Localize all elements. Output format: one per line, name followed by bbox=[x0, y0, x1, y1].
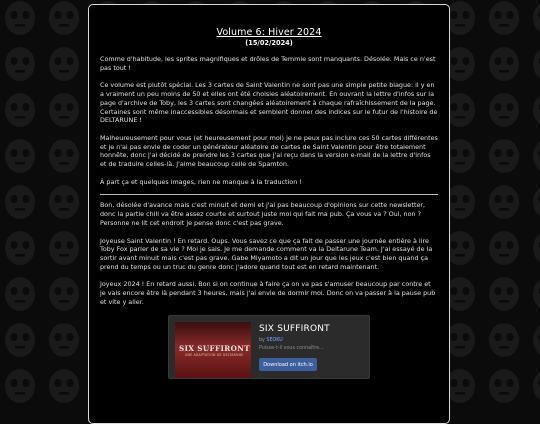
newsletter-panel bbox=[88, 4, 450, 424]
background-face-icon bbox=[533, 277, 540, 311]
intro-paragraph: À part ça et quelques images, rien ne manque à la traduction ! bbox=[100, 178, 438, 187]
game-cover-image[interactable] bbox=[175, 322, 251, 378]
background-face-icon bbox=[533, 369, 540, 403]
background-face-icon bbox=[489, 185, 519, 219]
background-face-icon bbox=[5, 369, 35, 403]
chill-paragraph: Bon, désolée d'avance mais c'est minuit et demi et j'ai pas beaucoup d'opinions sur cette newsletter, donc la partie chill va être assez courte et surtout juste moi qui fait ma pub. Ça vous va ? Oui, non ? Personne ne lit cet endroit je pense donc c'est pas grave. bbox=[100, 201, 438, 227]
intro-paragraph: Ce volume est plutôt spécial. Les 3 cartes de Saint Valentin ne sont pas une simple petite blague: il y en a vraiment un peu moins de 50 et elles ont été choisies aléatoirement. En ouvrant la lettre d'infos sur la page d'archive de Toby, les 3 cartes sont changées aléatoirement à chaque rafraîchissement de la page. Certaines sont même inaccessibles désormais et semblent donner des indices sur le futur de l'histoire de DELTARUNE ! bbox=[100, 81, 438, 125]
intro-paragraph: Comme d'habitude, les sprites magnifiques et drôles de Temmie sont manquants. Désolée. Mais ce n'est pas tout ! bbox=[100, 55, 438, 72]
background-face-icon bbox=[533, 185, 540, 219]
background-face-icon bbox=[489, 277, 519, 311]
background-face-icon bbox=[49, 231, 79, 265]
game-description: Puisse-t-il vous connaître... bbox=[259, 346, 324, 351]
background-face-icon bbox=[5, 231, 35, 265]
background-face-icon bbox=[489, 47, 519, 81]
background-face-icon bbox=[5, 323, 35, 357]
background-face-icon bbox=[5, 277, 35, 311]
background-face-icon bbox=[489, 231, 519, 265]
background-face-icon bbox=[489, 1, 519, 35]
intro-paragraph: Malheureusement pour vous (et heureusement pour moi) je ne peux pas inclure ces 50 cartes différentes et je n'ai pas envie de coder un générateur aléatoire de cartes de Saint Valentin pour être totalement honnête, donc j'ai décidé de prendre les 3 cartes que j'ai reçu dans la version e-mail de la lettre d'infos et de traduire celles-là. J'aime beaucoup celle de Spamton. bbox=[100, 134, 438, 169]
cover-title: SIX SUFFIRONT bbox=[179, 344, 250, 353]
publication-date: (15/02/2024) bbox=[100, 39, 438, 48]
background-face-icon bbox=[49, 277, 79, 311]
by-prefix: by bbox=[259, 338, 265, 343]
game-title-link[interactable]: SIX SUFFIRONT bbox=[259, 324, 330, 334]
background-face-icon bbox=[49, 1, 79, 35]
background-face-icon bbox=[49, 93, 79, 127]
background-face-icon bbox=[49, 47, 79, 81]
background-face-icon bbox=[533, 1, 540, 35]
background-face-icon bbox=[5, 139, 35, 173]
cover-subtitle: UNE ADAPTATION DE DELTARUNE bbox=[185, 353, 243, 357]
background-face-icon bbox=[533, 93, 540, 127]
author-line bbox=[259, 338, 283, 343]
page-title: Volume 6: Hiver 2024 bbox=[100, 27, 438, 39]
background-face-icon bbox=[489, 323, 519, 357]
author-link[interactable]: SEOKU bbox=[266, 338, 282, 343]
background-face-icon bbox=[489, 369, 519, 403]
chill-paragraph: Joyeuse Saint Valentin ! En retard. Oups. Vous savez ce que ça fait de passer une journée entière à lire Toby Fox parler de sa vie ? Moi je sais. Je me demande comment va la Deltarune Team. J'ai essayé de la sortir avant minuit mais c'est pas grave. Gabe Miyamoto a dit un jour que les jeux c'est bien quand ça prend du temps ou un truc du genre donc j'adore quand tout est en retard maintenant. bbox=[100, 237, 438, 272]
background-face-icon bbox=[5, 47, 35, 81]
itch-embed-card[interactable] bbox=[168, 315, 370, 379]
background-face-icon bbox=[5, 1, 35, 35]
background-face-icon bbox=[5, 185, 35, 219]
background-face-icon bbox=[533, 47, 540, 81]
background-face-icon bbox=[49, 185, 79, 219]
background-face-icon bbox=[49, 323, 79, 357]
background-face-icon bbox=[489, 93, 519, 127]
background-face-icon bbox=[49, 139, 79, 173]
background-face-icon bbox=[49, 369, 79, 403]
background-face-icon bbox=[533, 323, 540, 357]
background-face-icon bbox=[533, 139, 540, 173]
background-face-icon bbox=[533, 231, 540, 265]
download-button[interactable]: Download on itch.io bbox=[259, 358, 317, 371]
background-face-icon bbox=[489, 139, 519, 173]
background-face-icon bbox=[5, 93, 35, 127]
chill-paragraph: Joyeux 2024 ! En retard aussi. Bon si on continue à faire ça on va pas s'amuser beaucoup par contre et je vais encore être là pendant 3 heures, mais j'ai envie de dormir moi. Donc on va passer à la pause pub et vite y aller. bbox=[100, 280, 438, 306]
section-divider bbox=[100, 194, 438, 195]
